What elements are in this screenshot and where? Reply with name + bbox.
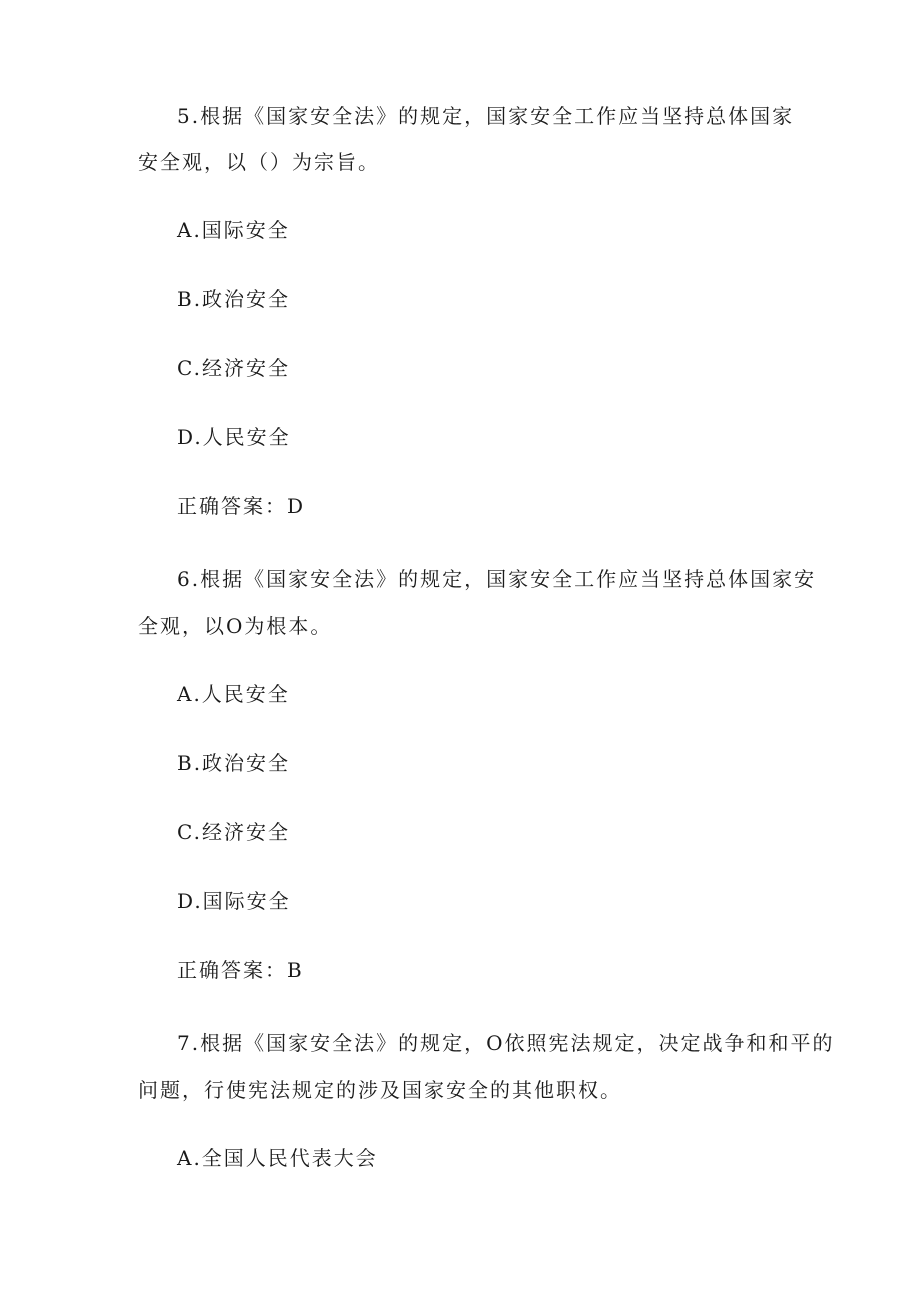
- question-6-answer: 正确答案：B: [177, 958, 304, 982]
- question-5-stem-line-2: 安全观，以（）为宗旨。: [138, 150, 380, 174]
- question-5-answer: 正确答案：D: [177, 494, 306, 518]
- question-6-option-a: A.人民安全: [177, 682, 290, 706]
- question-5-option-a: A.国际安全: [177, 218, 290, 242]
- question-6-option-d: D.国际安全: [177, 889, 291, 913]
- question-7-option-a: A.全国人民代表大会: [177, 1146, 378, 1170]
- question-7-stem-line-2: 问题，行使宪法规定的涉及国家安全的其他职权。: [138, 1078, 622, 1102]
- question-5-stem-line-1: 5.根据《国家安全法》的规定，国家安全工作应当坚持总体国家: [177, 104, 795, 128]
- question-6-stem-line-2: 全观，以O为根本。: [138, 614, 333, 638]
- question-5-option-d: D.人民安全: [177, 425, 291, 449]
- question-6-option-b: B.政治安全: [177, 751, 291, 775]
- question-7-stem-line-1: 7.根据《国家安全法》的规定，O依照宪法规定，决定战争和和平的: [177, 1031, 835, 1055]
- question-5-option-b: B.政治安全: [177, 287, 291, 311]
- question-6-option-c: C.经济安全: [177, 820, 290, 844]
- question-6-stem-line-1: 6.根据《国家安全法》的规定，国家安全工作应当坚持总体国家安: [177, 567, 817, 591]
- question-5-option-c: C.经济安全: [177, 356, 290, 380]
